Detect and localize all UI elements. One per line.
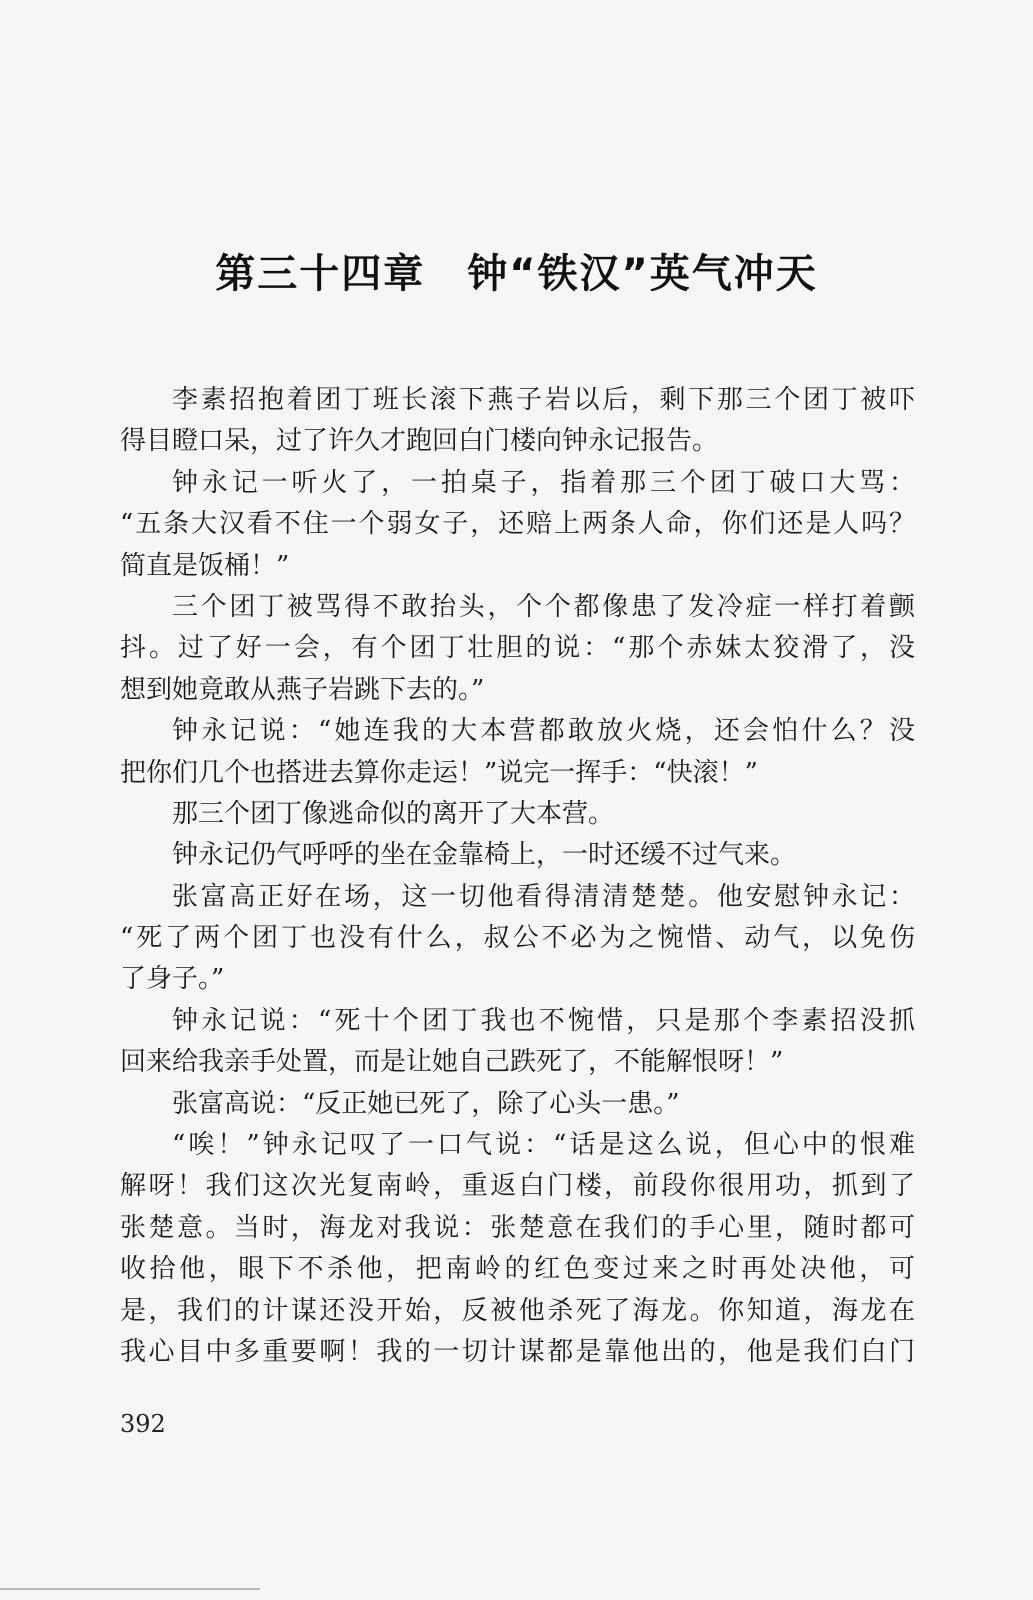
text-line: “死了两个团丁也没有什么，叔公不必为之惋惜、动气，以免伤 (120, 923, 915, 954)
chapter-title: 第三十四章 钟“铁汉”英气冲天 (215, 251, 818, 297)
text-line: 三个团丁被骂得不敢抬头，个个都像患了发冷症一样打着颤 (172, 591, 915, 622)
body-text (120, 380, 915, 1373)
text-line: 抖。过了好一会，有个团丁壮胆的说：“那个赤妹太狡滑了，没 (120, 633, 915, 664)
text-line: “唉！”钟永记叹了一口气说：“话是这么说，但心中的恨难 (172, 1130, 915, 1161)
text-line: 把你们几个也搭进去算你走运！”说完一挥手：“快滚！” (120, 757, 758, 788)
text-line: 得目瞪口呆，过了许久才跑回白门楼向钟永记报告。 (120, 426, 719, 457)
text-line: 回来给我亲手处置，而是让她自己跌死了，不能解恨呀！” (120, 1047, 784, 1078)
text-line: 李素招抱着团丁班长滚下燕子岩以后，剩下那三个团丁被吓 (172, 385, 915, 415)
text-line: 我心目中多重要啊！我的一切计谋都是靠他出的，他是我们白门 (120, 1336, 915, 1367)
text-line: 收拾他，眼下不杀他，把南岭的红色变过来之时再处决他，可 (120, 1254, 915, 1285)
text-line: 张富高正好在场，这一切他看得清清楚楚。他安慰钟永记： (172, 881, 915, 912)
text-line: “五条大汉看不住一个弱女子，还赔上两条人命，你们还是人吗？ (120, 509, 915, 540)
text-line: 钟永记一听火了，一拍桌子，指着那三个团丁破口大骂： (172, 467, 915, 498)
text-line: 钟永记说：“她连我的大本营都敢放火烧，还会怕什么？没 (172, 716, 915, 747)
text-line: 钟永记仍气呼呼的坐在金靠椅上，一时还缓不过气来。 (172, 840, 797, 871)
text-line: 那三个团丁像逃命似的离开了大本营。 (172, 798, 615, 829)
text-line: 是，我们的计谋还没开始，反被他杀死了海龙。你知道，海龙在 (120, 1295, 915, 1326)
text-line: 简直是饭桶！” (120, 550, 290, 581)
text-line: 张楚意。当时，海龙对我说：张楚意在我们的手心里，随时都可 (120, 1212, 915, 1243)
scan-edge-divider (0, 1588, 260, 1590)
text-line: 想到她竟敢从燕子岩跳下去的。” (120, 674, 485, 705)
text-line: 张富高说：“反正她已死了，除了心头一患。” (172, 1088, 680, 1119)
text-line: 了身子。” (120, 964, 225, 995)
page-number: 392 (120, 1410, 166, 1438)
text-line: 钟永记说：“死十个团丁我也不惋惜，只是那个李素招没抓 (172, 1005, 915, 1036)
text-line: 解呀！我们这次光复南岭，重返白门楼，前段你很用功，抓到了 (120, 1171, 915, 1202)
